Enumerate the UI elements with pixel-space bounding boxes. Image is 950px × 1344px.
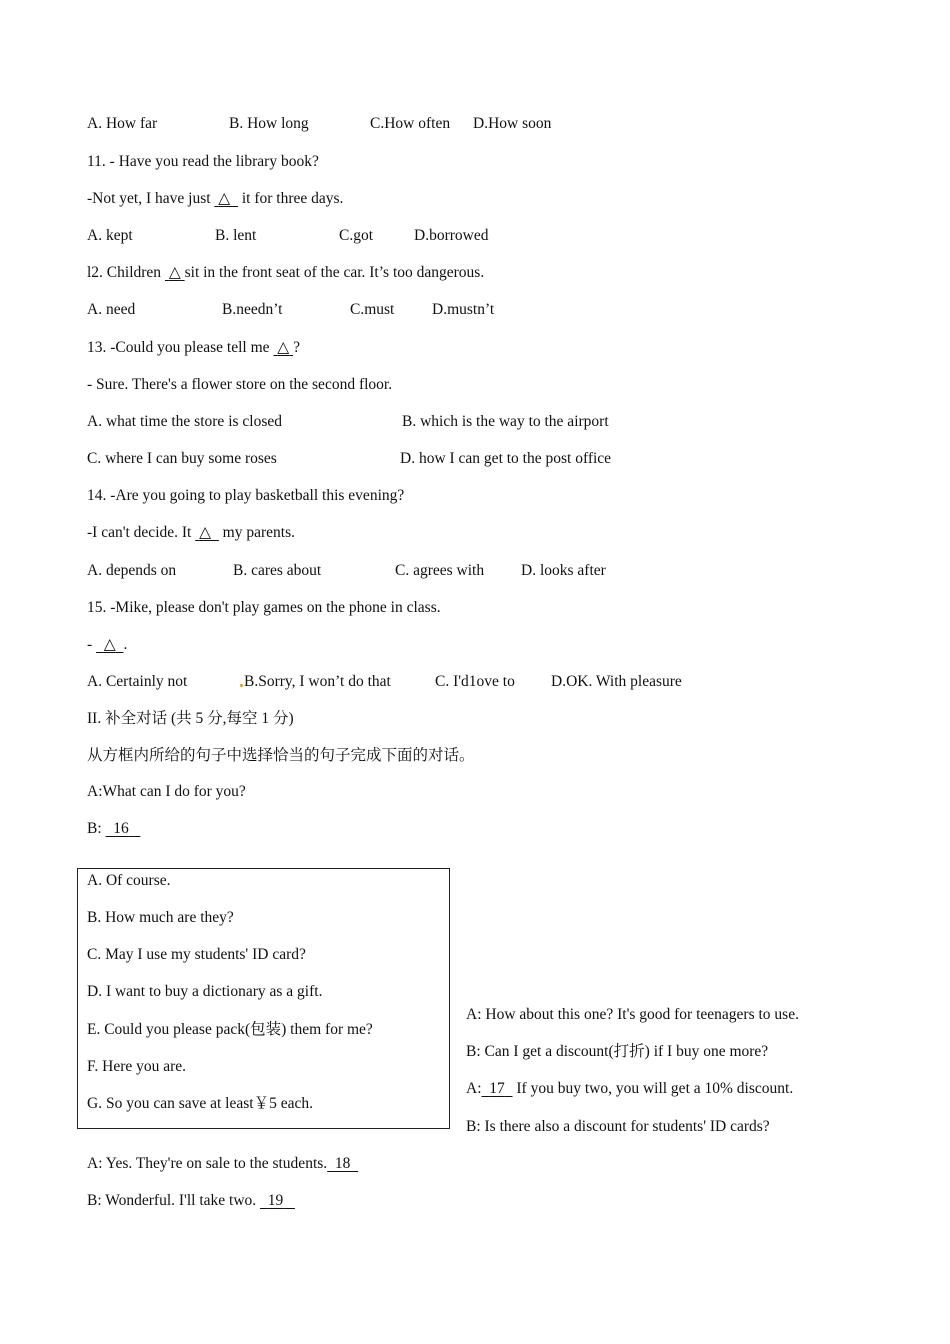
blank-number: 19 <box>267 1192 284 1209</box>
blank-19 <box>260 1192 295 1209</box>
dialogue-right-3-pre: A: <box>466 1080 482 1097</box>
blank-16 <box>106 820 141 837</box>
dialogue-right-3-post: If you buy two, you will get a 10% discount. <box>512 1080 794 1097</box>
q12-blank <box>165 264 185 281</box>
q11-option-c: C.got <box>339 227 374 244</box>
dialogue-line-4 <box>87 1191 295 1211</box>
dialogue-line-3-pre: A: Yes. They're on sale to the students. <box>87 1155 328 1172</box>
q13-pre: 13. -Could you please tell me <box>87 339 274 356</box>
q15-blank <box>96 636 123 653</box>
dialogue-line-1: A:What can I do for you? <box>87 783 246 800</box>
blank-triangle: △ <box>218 190 231 207</box>
q14-option-d: D. looks after <box>521 562 606 579</box>
q13-post: ? <box>293 339 300 356</box>
dialogue-line-4-pre: B: Wonderful. I'll take two. <box>87 1192 261 1209</box>
box-option-e: E. Could you please pack(包装) them for me? <box>87 1021 373 1038</box>
q12-stem <box>87 263 484 283</box>
options-box <box>77 868 450 1129</box>
q14-stem: 14. -Are you going to play basketball this evening? <box>87 487 405 504</box>
q11-option-b: B. lent <box>215 227 257 244</box>
blank-17 <box>482 1080 513 1097</box>
box-option-a: A. Of course. <box>87 872 171 889</box>
blank-number: 17 <box>489 1080 505 1097</box>
box-option-b: B. How much are they? <box>87 909 234 926</box>
dialogue-line-3 <box>87 1154 358 1174</box>
q15-reply-pre: - <box>87 636 97 653</box>
q13-option-a: A. what time the store is closed <box>87 413 282 430</box>
q14-blank <box>195 524 219 541</box>
blank-triangle: △ <box>277 339 290 356</box>
q15-option-c: C. I'd1ove to <box>435 673 515 690</box>
q14-reply-post: my parents. <box>218 524 295 541</box>
q15-option-b: B.Sorry, I won’t do that <box>244 673 391 690</box>
q11-blank <box>214 190 238 207</box>
section-instruction: 从方框内所给的句子中选择恰当的句子完成下面的对话。 <box>87 747 475 764</box>
dialogue-line-2 <box>87 819 140 839</box>
dialogue-line-2-pre: B: <box>87 820 106 837</box>
q12-option-c: C.must <box>350 301 395 318</box>
q10-option-a: A. How far <box>87 115 158 132</box>
box-option-c: C. May I use my students' ID card? <box>87 946 306 963</box>
box-option-d: D. I want to buy a dictionary as a gift. <box>87 983 323 1000</box>
dialogue-right-4: B: Is there also a discount for students' ID cards? <box>466 1118 770 1135</box>
q12-option-b: B.needn’t <box>222 301 283 318</box>
dialogue-right-1: A: How about this one? It's good for teenagers to use. <box>466 1006 799 1023</box>
q13-option-d: D. how I can get to the post office <box>400 450 612 467</box>
q11-stem: 11. - Have you read the library book? <box>87 153 319 170</box>
q13-stem <box>87 338 300 358</box>
q15-option-d: D.OK. With pleasure <box>551 673 682 690</box>
q14-option-c: C. agrees with <box>395 562 485 579</box>
q15-stem: 15. -Mike, please don't play games on the phone in class. <box>87 599 441 616</box>
blank-triangle: △ <box>199 524 212 541</box>
blank-triangle: △ <box>103 636 116 653</box>
q15-reply <box>87 635 127 655</box>
q10-option-b: B. How long <box>229 115 309 132</box>
q11-reply <box>87 189 343 209</box>
q14-reply-pre: -I can't decide. It <box>87 524 196 541</box>
q12-option-a: A. need <box>87 301 136 318</box>
blank-number: 16 <box>113 820 129 837</box>
section-heading: II. 补全对话 (共 5 分,每空 1 分) <box>87 710 294 727</box>
blank-number: 18 <box>334 1155 351 1172</box>
q13-blank <box>273 339 293 356</box>
dialogue-right-2: B: Can I get a discount(打折) if I buy one more? <box>466 1043 769 1060</box>
q13-option-b: B. which is the way to the airport <box>402 413 609 430</box>
q11-option-a: A. kept <box>87 227 133 244</box>
stray-dot <box>240 684 243 687</box>
q14-reply <box>87 523 295 543</box>
q12-pre: l2. Children <box>87 264 165 281</box>
dialogue-right-3 <box>466 1079 793 1099</box>
q10-option-c: C.How often <box>370 115 451 132</box>
q15-option-a: A. Certainly not <box>87 673 188 690</box>
q10-option-d: D.How soon <box>473 115 552 132</box>
q11-reply-post: it for three days. <box>237 190 344 207</box>
q15-reply-post: . <box>123 636 128 653</box>
q14-option-b: B. cares about <box>233 562 322 579</box>
q11-option-d: D.borrowed <box>414 227 489 244</box>
q13-reply: - Sure. There's a flower store on the second floor. <box>87 376 393 393</box>
q13-option-c: C. where I can buy some roses <box>87 450 277 467</box>
box-option-g: G. So you can save at least￥5 each. <box>87 1095 313 1112</box>
q14-option-a: A. depends on <box>87 562 177 579</box>
q12-option-d: D.mustn’t <box>432 301 495 318</box>
blank-18 <box>327 1155 358 1172</box>
q12-post: sit in the front seat of the car. It’s too dangerous. <box>184 264 485 281</box>
box-option-f: F. Here you are. <box>87 1058 187 1075</box>
q11-reply-pre: -Not yet, I have just <box>87 190 215 207</box>
blank-triangle: △ <box>168 264 181 281</box>
